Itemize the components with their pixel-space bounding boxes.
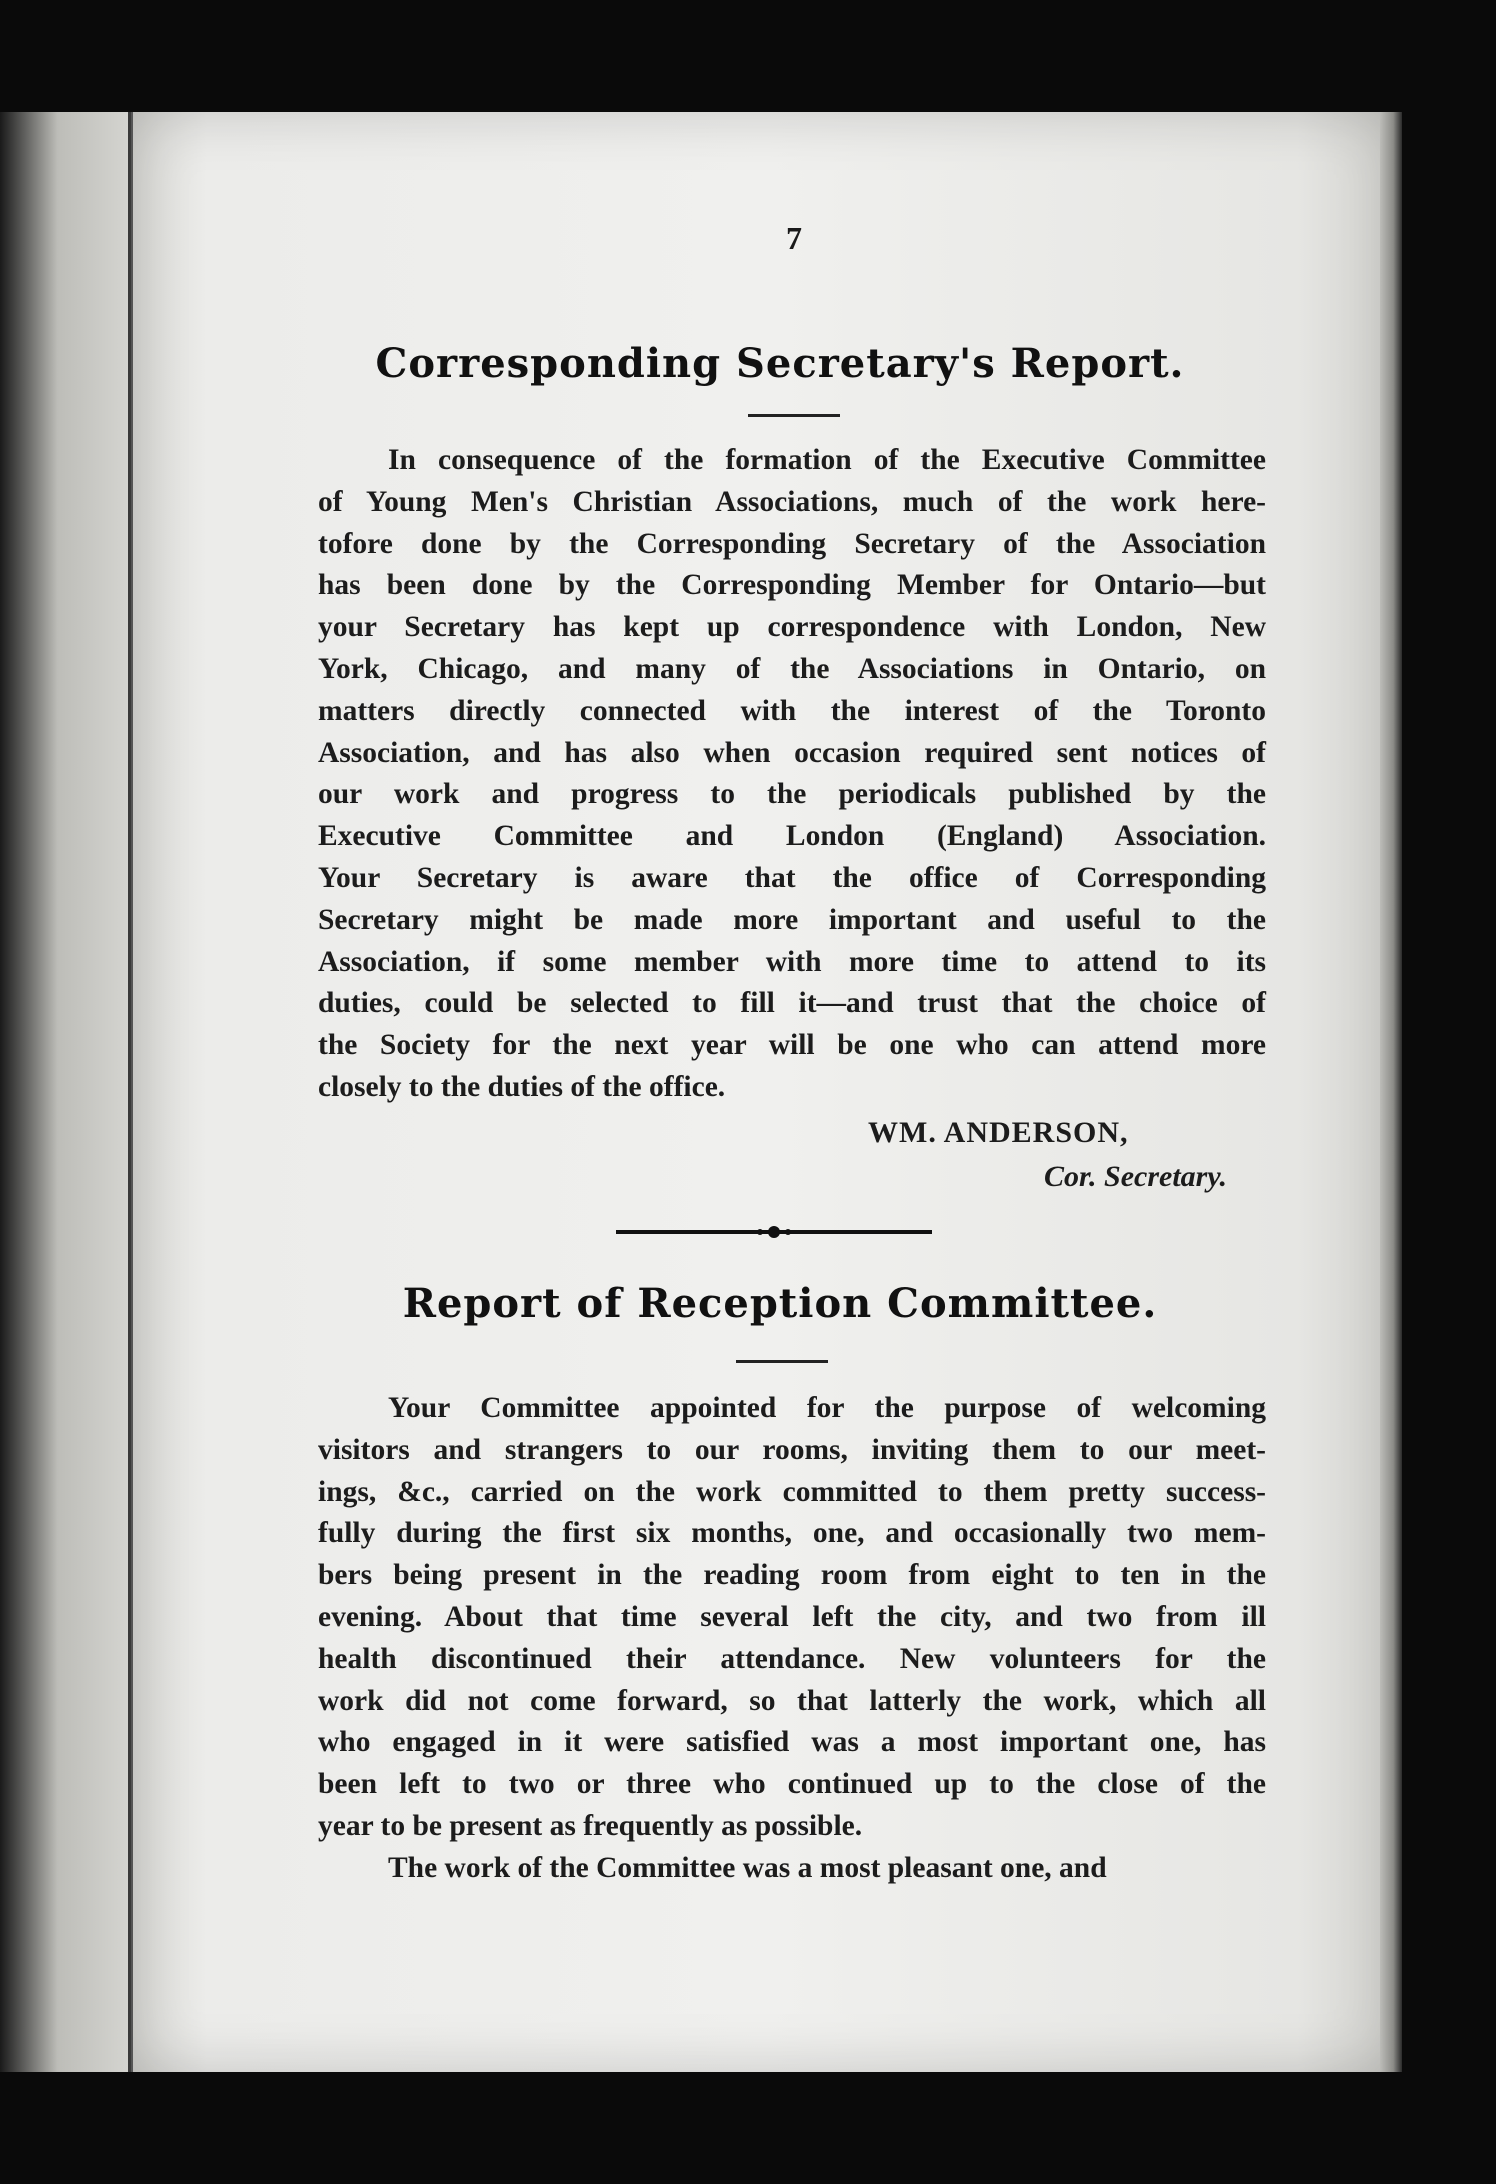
text-line: The work of the Committee was a most pleasant one, and (388, 1851, 1107, 1884)
text-line: work did not come forward, so that latterly the work, which all (318, 1684, 1266, 1717)
text-line: matters directly connected with the interest of the Toronto (318, 694, 1266, 727)
heading-reception-committee-report: Report of Reception Committee. (402, 1280, 1158, 1327)
paragraph-reception-committee (318, 1388, 1266, 1890)
text-line: your Secretary has kept up correspondence with London, New (318, 611, 1266, 644)
text-line: bers being present in the reading room from eight to ten in the (318, 1559, 1266, 1592)
heading-corresponding-secretary-report: Corresponding Secretary's Report. (375, 340, 1185, 387)
page-number: 7 (786, 220, 802, 256)
text-line: duties, could be selected to fill it—and trust that the choice of (318, 987, 1266, 1020)
scan-margin-left (0, 112, 128, 2072)
text-line: Your Secretary is aware that the office of Corresponding (318, 861, 1266, 894)
signature-name: WM. ANDERSON, (868, 1116, 1129, 1149)
text-line: Association, and has also when occasion required sent notices of (318, 736, 1266, 769)
text-line: health discontinued their attendance. New volunteers for the (318, 1642, 1266, 1675)
text-line: York, Chicago, and many of the Associations in Ontario, on (318, 652, 1266, 685)
text-line: evening. About that time several left the city, and two from ill (318, 1600, 1266, 1633)
heading-underline-rule (748, 414, 840, 417)
text-line: has been done by the Corresponding Member for Ontario—but (318, 569, 1266, 602)
text-line: Association, if some member with more time to attend to its (318, 945, 1266, 978)
text-line: closely to the duties of the office. (318, 1070, 726, 1103)
text-line: Your Committee appointed for the purpose of welcoming (388, 1392, 1266, 1424)
page-edge-right (1380, 112, 1402, 2072)
signature-title: Cor. Secretary. (1044, 1160, 1228, 1193)
heading-underline-rule (736, 1360, 828, 1363)
text-line: visitors and strangers to our rooms, inviting them to our meet- (318, 1433, 1266, 1466)
text-line: year to be present as frequently as possible. (318, 1809, 863, 1842)
text-line: who engaged in it were satisfied was a most important one, has (318, 1726, 1266, 1759)
text-line: tofore done by the Corresponding Secretary of the Association (318, 527, 1266, 560)
text-line: been left to two or three who continued up to the close of the (318, 1768, 1266, 1801)
page-spine (131, 112, 133, 2072)
text-line: ings, &c., carried on the work committed to them pretty success- (318, 1475, 1266, 1508)
text-line: our work and progress to the periodicals published by the (318, 778, 1266, 811)
section-divider-ornament (616, 1220, 932, 1244)
text-line: the Society for the next year will be one who can attend more (318, 1029, 1266, 1062)
text-line: Secretary might be made more important and useful to the (318, 903, 1266, 936)
paragraph-secretary-report (318, 440, 1266, 1109)
text-line: of Young Men's Christian Associations, much of the work here- (318, 485, 1266, 518)
text-line: fully during the first six months, one, and occasionally two mem- (318, 1517, 1266, 1550)
text-line: In consequence of the formation of the Executive Committee (388, 444, 1266, 476)
text-line: Executive Committee and London (England) Association. (318, 820, 1266, 853)
